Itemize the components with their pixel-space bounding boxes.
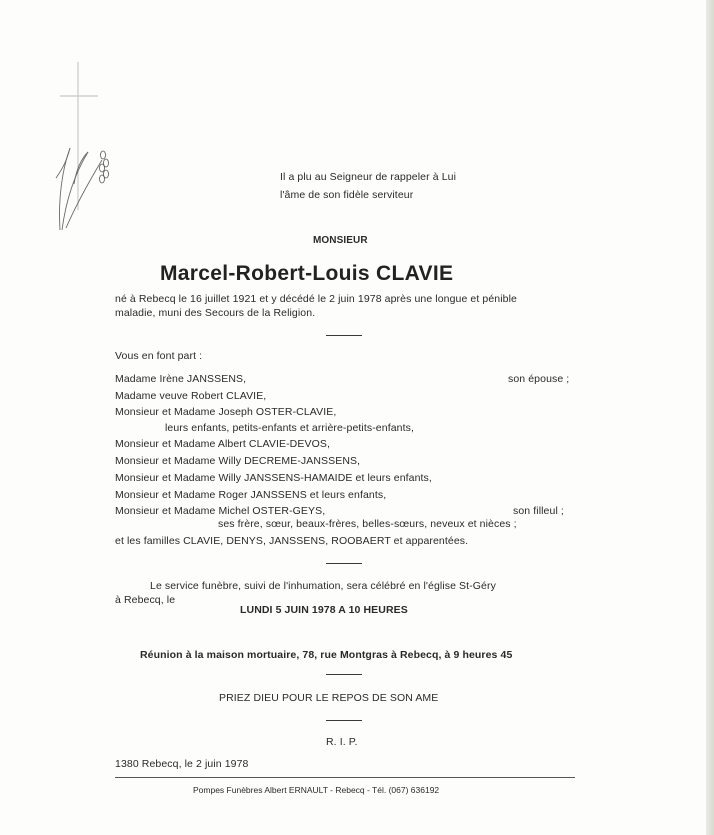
service-line-2: à Rebecq, le — [115, 594, 176, 606]
service-date: LUNDI 5 JUIN 1978 A 10 HEURES — [240, 604, 408, 616]
deceased-name: Marcel-Robert-Louis CLAVIE — [160, 262, 454, 285]
separator — [326, 563, 362, 564]
cross-wheat-icon — [40, 60, 120, 240]
footer-printer: Pompes Funèbres Albert ERNAULT - Rebecq - Tél. (067) 636192 — [193, 785, 440, 795]
separator — [326, 335, 362, 336]
service-line-1: Le service funèbre, suivi de l'inhumation, sera célébré en l'église St-Géry — [150, 580, 496, 592]
family-relation: son filleul ; — [513, 505, 564, 517]
birth-line-2: maladie, muni des Secours de la Religion. — [115, 307, 316, 319]
family-line: leurs enfants, petits-enfants et arrière-petits-enfants, — [165, 422, 414, 434]
family-line: Monsieur et Madame Joseph OSTER-CLAVIE, — [115, 406, 337, 418]
family-line: et les familles CLAVIE, DENYS, JANSSENS, ROOBAERT et apparentées. — [115, 535, 469, 547]
paper-edge — [706, 0, 714, 835]
intro-line-2: l'âme de son fidèle serviteur — [280, 189, 414, 201]
place-date: 1380 Rebecq, le 2 juin 1978 — [115, 758, 249, 770]
family-line: ses frère, sœur, beaux-frères, belles-sœurs, neveux et nièces ; — [218, 518, 517, 530]
family-intro: Vous en font part : — [115, 350, 203, 362]
family-line: Monsieur et Madame Albert CLAVIE-DEVOS, — [115, 438, 330, 450]
birth-line-1: né à Rebecq le 16 juillet 1921 et y décédé le 2 juin 1978 après une longue et pénible — [115, 293, 517, 305]
family-line: Monsieur et Madame Roger JANSSENS et leurs enfants, — [115, 489, 387, 501]
monsieur-label: MONSIEUR — [313, 235, 368, 246]
family-line: Madame Irène JANSSENS, — [115, 373, 247, 385]
reunion-info: Réunion à la maison mortuaire, 78, rue Montgras à Rebecq, à 9 heures 45 — [140, 649, 513, 661]
rip-line: R. I. P. — [326, 736, 358, 748]
family-line: Monsieur et Madame Michel OSTER-GEYS, — [115, 505, 326, 517]
intro-line-1: Il a plu au Seigneur de rappeler à Lui — [280, 171, 457, 183]
footer-rule — [115, 777, 575, 778]
family-relation: son épouse ; — [508, 373, 570, 385]
prayer-line: PRIEZ DIEU POUR LE REPOS DE SON AME — [219, 692, 439, 704]
separator — [326, 720, 362, 721]
separator — [326, 674, 362, 675]
family-line: Monsieur et Madame Willy DECREME-JANSSENS, — [115, 455, 361, 467]
family-line: Madame veuve Robert CLAVIE, — [115, 390, 267, 402]
family-line: Monsieur et Madame Willy JANSSENS-HAMAIDE et leurs enfants, — [115, 472, 432, 484]
